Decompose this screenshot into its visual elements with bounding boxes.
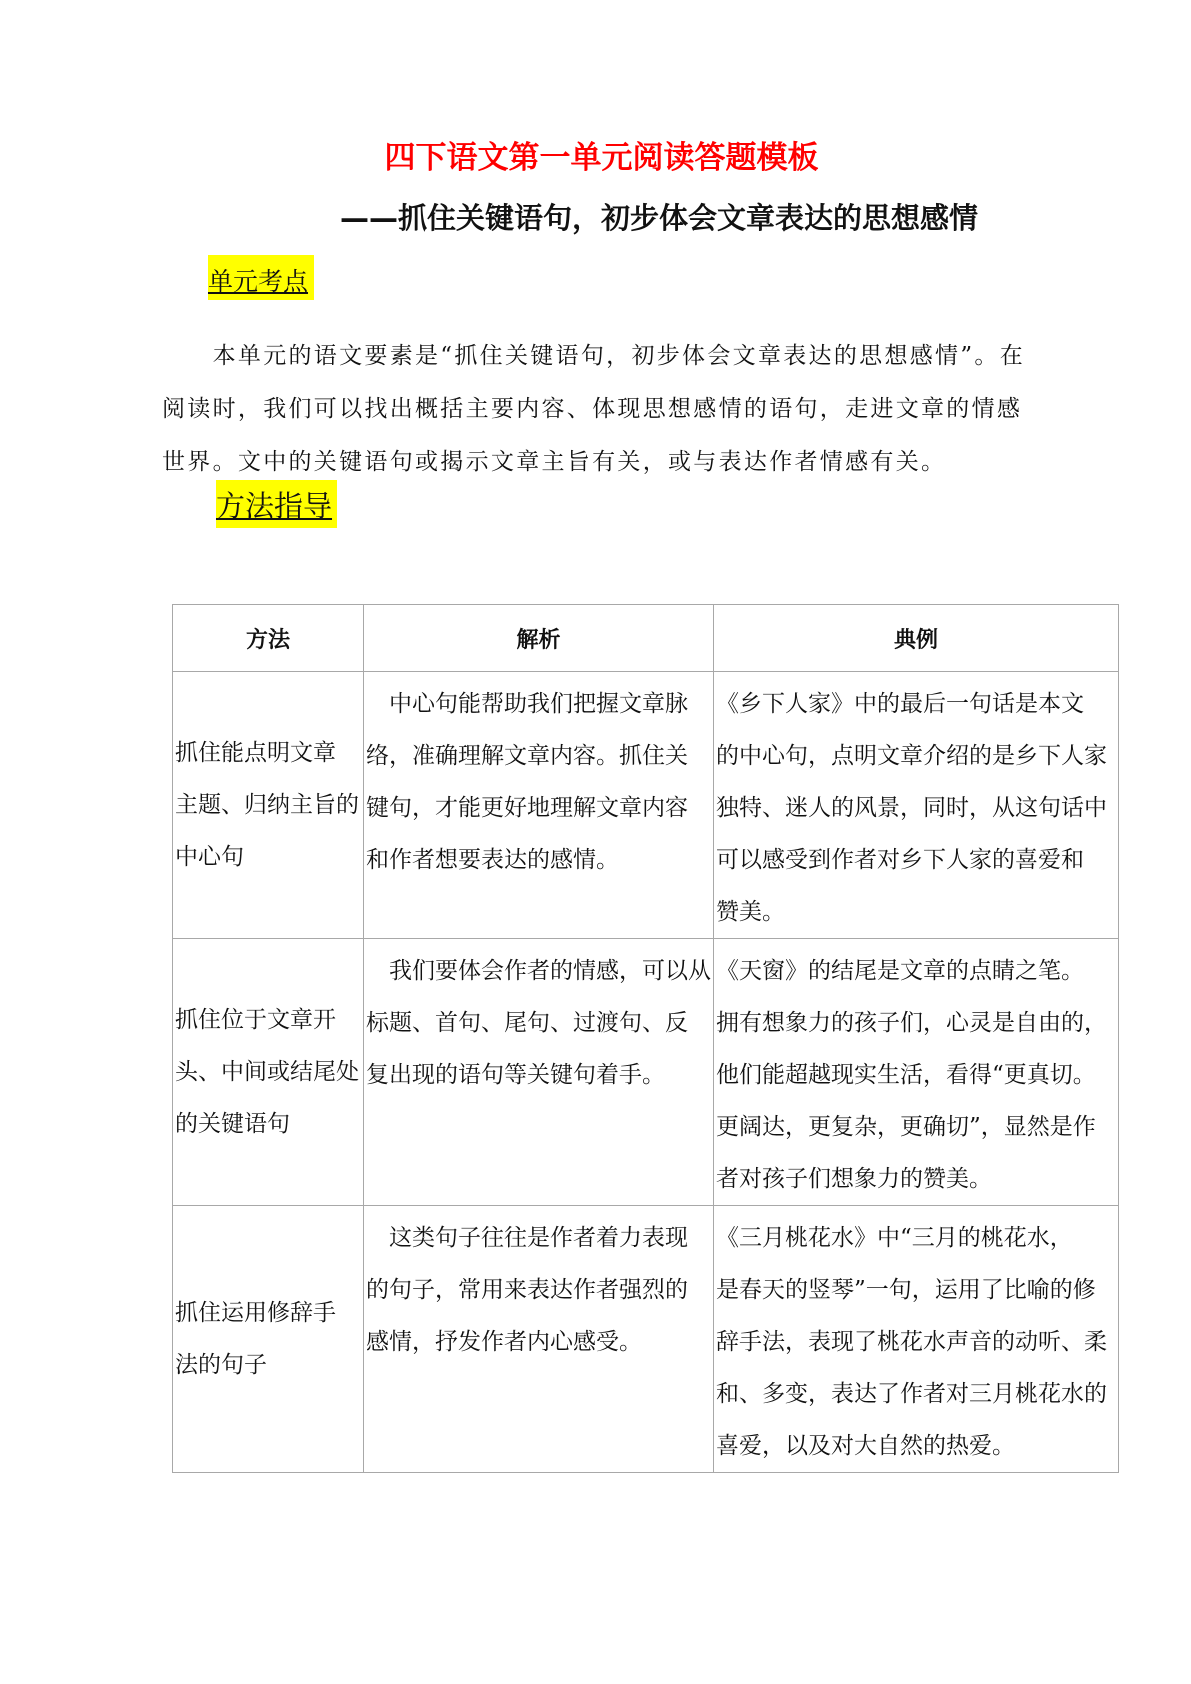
cell-line: 是春天的竖琴”一句，运用了比喻的修 [716,1277,1096,1303]
section-heading-unit-points: 单元考点 [208,255,314,300]
table-row [173,1206,1119,1473]
paragraph-line: 本单元的语文要素是“抓住关键语句，初步体会文章表达的思想感情”。在 [162,343,1026,369]
example-cell [714,1206,1119,1473]
paragraph-line: 阅读时，我们可以找出概括主要内容、体现思想感情的语句，走进文章的情感 [162,396,1023,422]
document-title: 四下语文第一单元阅读答题模板 [384,140,819,176]
cell-line: 拥有想象力的孩子们，心灵是自由的， [716,1010,1107,1036]
header-analysis: 解析 [364,605,714,672]
cell-line: 法的句子 [175,1352,267,1378]
cell-line: 喜爱，以及对大自然的热爱。 [716,1433,1015,1459]
cell-line: 《天窗》的结尾是文章的点睛之笔。 [716,958,1084,984]
cell-line: 标题、首句、尾句、过渡句、反 [366,1010,688,1036]
analysis-cell [364,1206,714,1473]
cell-line: 和、多变，表达了作者对三月桃花水的 [716,1381,1107,1407]
cell-line: 的中心句，点明文章介绍的是乡下人家 [716,743,1107,769]
cell-line: 络，准确理解文章内容。抓住关 [366,743,688,769]
analysis-cell [364,939,714,1206]
cell-line: 可以感受到作者对乡下人家的喜爱和 [716,847,1084,873]
cell-line: 头、中间或结尾处 [175,1059,359,1085]
cell-line: 独特、迷人的风景，同时，从这句话中 [716,795,1107,821]
cell-line: 这类句子往往是作者着力表现 [366,1225,688,1251]
cell-line: 他们能超越现实生活，看得“更真切。 [716,1062,1096,1088]
cell-line: 和作者想要表达的感情。 [366,847,619,873]
cell-line: 者对孩子们想象力的赞美。 [716,1166,992,1192]
section-heading-method-guide: 方法指导 [216,480,337,528]
cell-line: 主题、归纳主旨的 [175,792,359,818]
cell-line: 键句，才能更好地理解文章内容 [366,795,688,821]
cell-line: 感情，抒发作者内心感受。 [366,1329,642,1355]
cell-line: 抓住能点明文章 [175,740,336,766]
cell-line: 复出现的语句等关键句着手。 [366,1062,665,1088]
cell-line: 中心句能帮助我们把握文章脉 [366,691,688,717]
header-example: 典例 [714,605,1119,672]
cell-line: 赞美。 [716,899,785,925]
example-cell [714,939,1119,1206]
method-cell [173,1206,364,1473]
cell-line: 《乡下人家》中的最后一句话是本文 [716,691,1084,717]
cell-line: 的关键语句 [175,1111,290,1137]
table-row [173,939,1119,1206]
method-cell [173,672,364,939]
cell-line: 我们要体会作者的情感，可以从 [366,958,711,984]
cell-line: 的句子，常用来表达作者强烈的 [366,1277,688,1303]
cell-line: 抓住运用修辞手 [175,1300,336,1326]
analysis-cell [364,672,714,939]
header-method: 方法 [173,605,364,672]
method-cell [173,939,364,1206]
table-header-row [173,605,1119,672]
method-table [172,604,1119,1473]
cell-line: 《三月桃花水》中“三月的桃花水， [716,1225,1073,1251]
table-row [173,672,1119,939]
cell-line: 抓住位于文章开 [175,1007,336,1033]
document-subtitle: ——抓住关键语句，初步体会文章表达的思想感情 [340,201,979,235]
intro-paragraph [162,330,1026,489]
example-cell [714,672,1119,939]
cell-line: 辞手法，表现了桃花水声音的动听、柔 [716,1329,1107,1355]
cell-line: 更阔达，更复杂，更确切”，显然是作 [716,1114,1096,1140]
paragraph-line: 世界。文中的关键语句或揭示文章主旨有关，或与表达作者情感有关。 [162,449,947,475]
cell-line: 中心句 [175,844,244,870]
